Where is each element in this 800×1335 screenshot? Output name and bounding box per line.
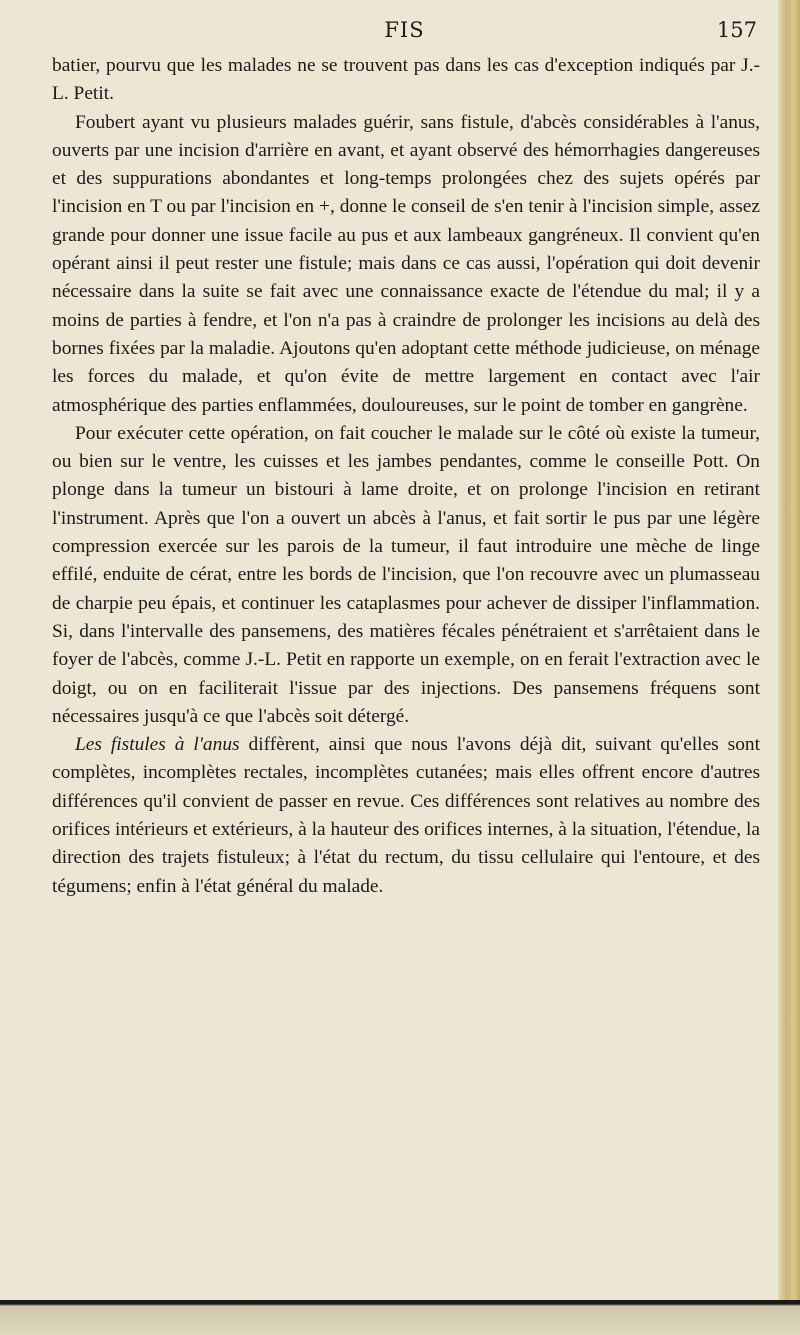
running-title: FIS bbox=[384, 18, 425, 42]
body-text bbox=[52, 52, 760, 901]
paragraph-1: batier, pourvu que les malades ne se trouvent pas dans les cas d'exception indiqués par J.-L. Petit. bbox=[52, 55, 760, 105]
page-edge-binding bbox=[778, 0, 800, 1335]
italic-lead: Les fistules à l'anus bbox=[75, 734, 240, 756]
paragraph-2: Foubert ayant vu plusieurs malades guérir, sans fistule, d'abcès considérables à l'anus, ouverts par une incision d'arrière en avant, et ayant observé des hémorrhagies dangereuses et des suppurations abondantes et long-temps prolongées chez des sujets opérés par l'incision en T ou par l'incision en +, donne le conseil de s'en tenir à l'incision simple, assez grande pour donner une issue facile au pus et aux lambeaux gangréneux. Il convient qu'en opérant ainsi il peut rester une fistule; mais dans ce cas aussi, l'opération qui doit devenir nécessaire dans la suite se fait avec une connaissance exacte de l'étendue du mal; il y a moins de parties à fendre, et l'on n'a pas à craindre de prolonger les incisions au delà des bornes fixées par la maladie. Ajoutons qu'en adoptant cette méthode judicieuse, on ménage les forces du malade, et qu'on évite de mettre largement en contact avec l'air atmosphérique des parties enflammées, douloureuses, sur le point de tomber en gangrène. bbox=[52, 111, 760, 416]
paragraph-4: Les fistules à l'anus diffèrent, ainsi que nous l'avons déjà dit, suivant qu'elles sont complètes, incomplètes rectales, incomplètes cutanées; mais elles offrent encore d'autres différences qu'il convient de passer en revue. Ces différences sont relatives au nombre des orifices intérieurs et extérieurs, à la hauteur des orifices internes, à la situation, l'étendue, la direction des trajets fistuleux; à l'état du rectum, du tissu cellulaire qui l'entoure, et des tégumens; enfin à l'état général du malade. bbox=[52, 734, 760, 897]
running-header bbox=[52, 18, 757, 54]
page-bottom-edge bbox=[0, 1300, 800, 1335]
paragraph-3: Pour exécuter cette opération, on fait coucher le malade sur le côté où existe la tumeur, ou bien sur le ventre, les cuisses et les jambes pendantes, comme le conseille Pott. On plonge dans la tumeur un bistouri à lame droite, et on prolonge l'incision en retirant l'instrument. Après que l'on a ouvert un abcès à l'anus, et fait sortir le pus par une légère compression exercée sur les parois de la tumeur, il faut introduire une mèche de linge effilé, enduite de cérat, entre les bords de l'incision, que l'on recouvre avec un plumasseau de charpie peu épais, et continuer les cataplasmes pour achever de dissiper l'inflammation. Si, dans l'intervalle des pansemens, des matières fécales pénétraient et s'arrêtaient dans le foyer de l'abcès, comme J.-L. Petit en rapporte un exemple, on en ferait l'extraction avec le doigt, ou on en faciliterait l'issue par des injections. Des pansemens fréquens sont nécessaires jusqu'à ce que l'abcès soit détergé. bbox=[52, 422, 760, 727]
page-number: 157 bbox=[716, 18, 757, 42]
